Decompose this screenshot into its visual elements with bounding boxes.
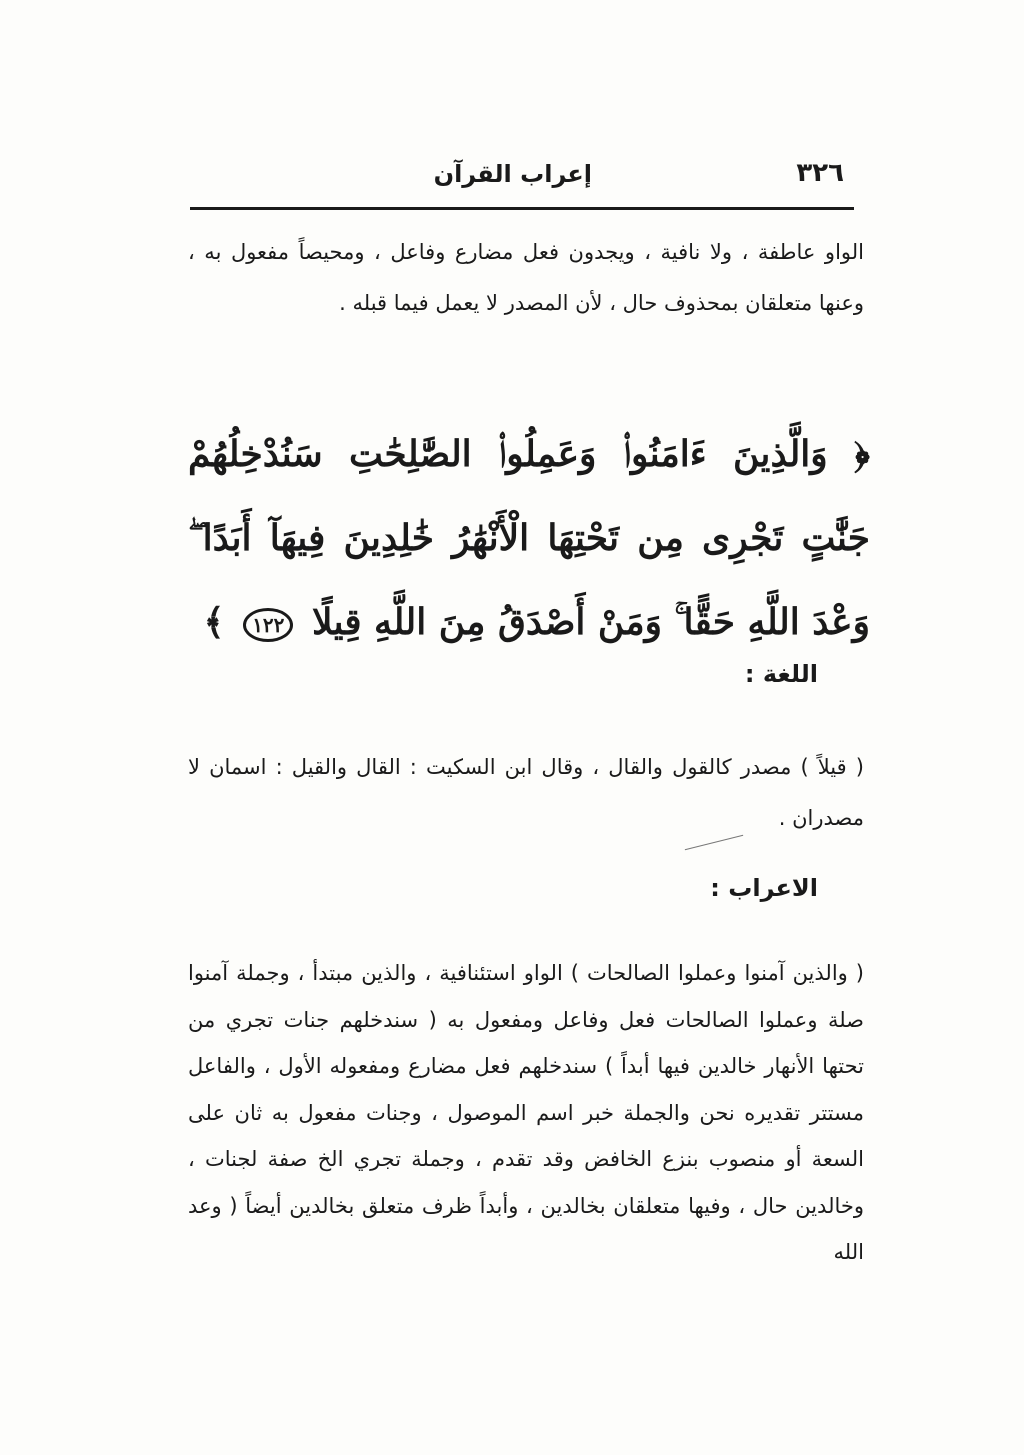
quran-verse (188, 412, 870, 664)
verse-open-bracket: ﴿ (854, 433, 870, 475)
section-heading-irab: الاعراب : (710, 874, 818, 902)
verse-text: وَالَّذِينَ ءَامَنُوا۟ وَعَمِلُوا۟ الصَّٰلِحَٰتِ سَنُدْخِلُهُمْ جَنَّٰتٍ تَجْرِى مِن تَحْتِهَا الْأَنْهَٰرُ خَٰلِدِينَ فِيهَآ أَبَدًا ۖ وَعْدَ اللَّهِ حَقًّا ۚ وَمَنْ أَصْدَقُ مِنَ اللَّهِ قِيلًا (188, 433, 870, 643)
irab-paragraph (188, 950, 864, 1276)
intro-paragraph (188, 227, 864, 329)
header-rule (190, 207, 854, 210)
page-number: ٣٢٦ (796, 158, 844, 188)
verse-number: ١٢٢ (243, 608, 293, 642)
running-title: إعراب القرآن (433, 160, 592, 188)
verse-close-bracket: ﴾ (203, 601, 225, 643)
page-header (190, 150, 850, 200)
irab-text: ( والذين آمنوا وعملوا الصالحات ) الواو استئنافية ، والذين مبتدأ ، وجملة آمنوا صلة وعملوا الصالحات فعل وفاعل ومفعول به ( سندخلهم جنات تجري من تحتها الأنهار خالدين فيها أبداً ) سندخلهم فعل مضارع ومفعوله الأول ، والفاعل مستتر تقديره نحن والجملة خبر اسم الموصول ، وجنات مفعول به ثان على السعة أو منصوب بنزع الخافض وقد تقدم ، وجملة تجري الخ صفة لجنات ، وخالدين حال ، وفيها متعلقان بخالدين ، وأبداً ظرف متعلق بخالدين أيضاً ( وعد الله (188, 961, 864, 1264)
lugha-text: ( قيلاً ) مصدر كالقول والقال ، وقال ابن السكيت : القال والقيل : اسمان لا مصدران . (188, 755, 864, 830)
intro-text: الواو عاطفة ، ولا نافية ، ويجدون فعل مضارع وفاعل ، ومحيصاً مفعول به ، وعنها متعلقان بمحذوف حال ، لأن المصدر لا يعمل فيما قبله . (188, 240, 864, 315)
lugha-paragraph (188, 742, 864, 844)
section-heading-lugha: اللغة : (744, 660, 818, 688)
